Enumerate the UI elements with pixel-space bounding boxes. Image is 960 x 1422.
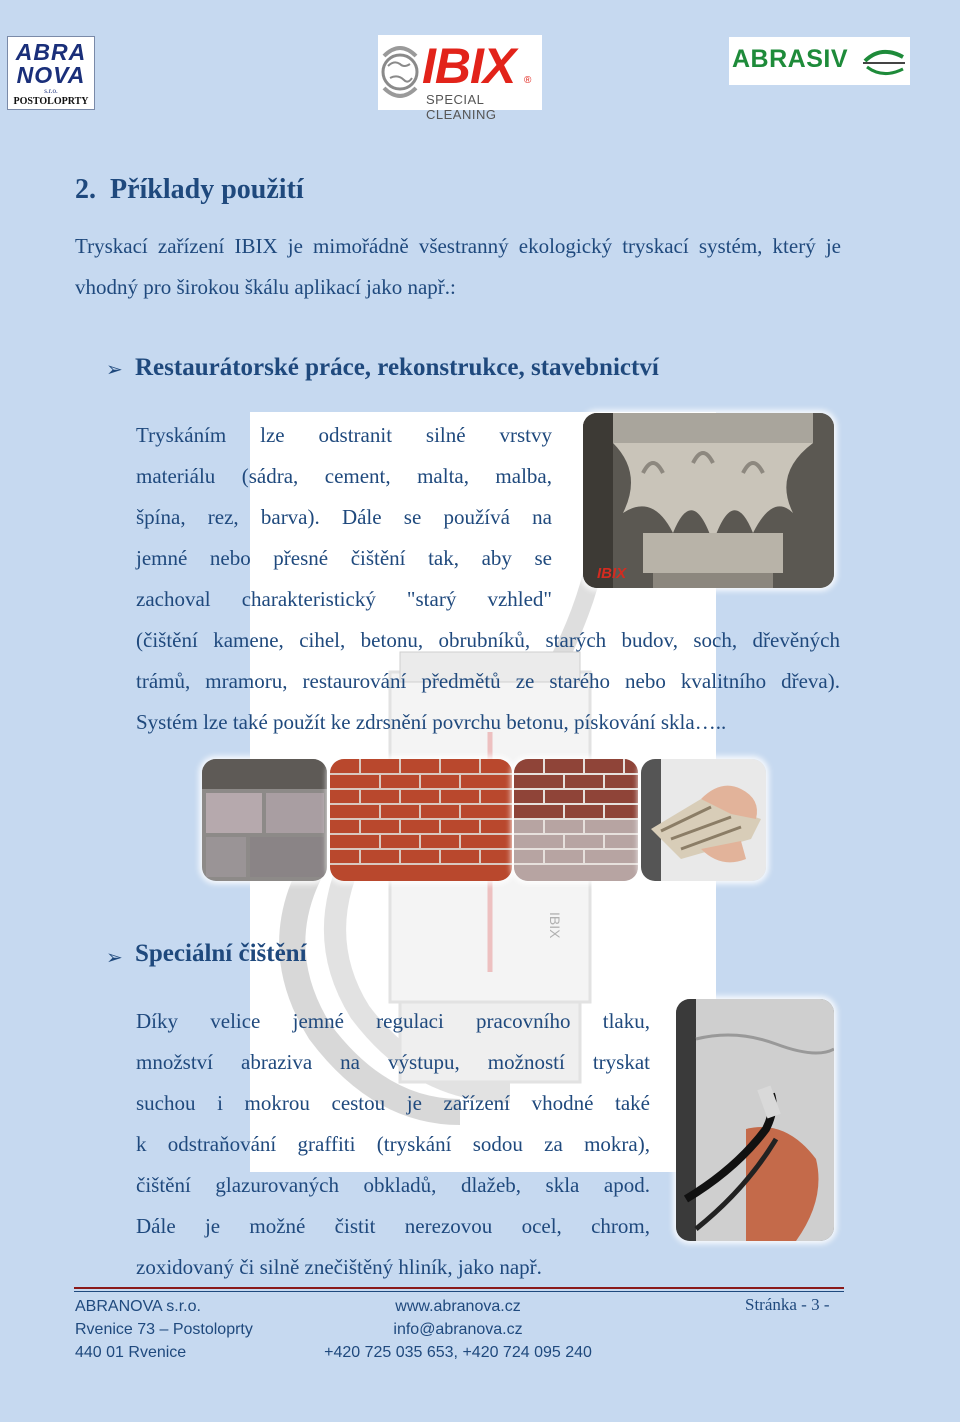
abranova-logo-line2: NOVA [16,62,86,88]
bullet2-line: Dále je možné čistit nerezovou ocel, chrom, [136,1214,650,1238]
footer-phones: +420 725 035 653, +420 724 095 240 [324,1344,592,1361]
abranova-logo-line4: POSTOLOPRTY [13,96,89,107]
stone-wall-photo [202,759,327,881]
footer-address1: Rvenice 73 – Postoloprty [75,1321,253,1338]
footer-page-number: Stránka - 3 - [745,1295,830,1314]
stone-wall-image [202,759,327,881]
column-photo-label: IBIX [597,565,627,582]
section-heading: 2. Příklady použití [75,174,304,205]
red-brick-image [330,759,512,881]
wood-blasting-image [641,759,766,881]
bullet1-line: jemné nebo přesné čištění tak, aby se [136,546,552,570]
bullet1-wide-line: Systém lze také použít ke zdrsnění povrchu betonu, pískování skla….. [136,710,727,734]
cleaned-brick-image [514,759,638,881]
bullet2-line: suchou i mokrou cestou je zařízení vhodné také [136,1091,650,1115]
footer-company-block [75,1295,253,1364]
bullet2-text [136,1001,650,1288]
footer-rule-thin [74,1291,844,1292]
bullet1-title: Restaurátorské práce, rekonstrukce, stavebnictví [135,354,659,381]
intro-paragraph: Tryskací zařízení IBIX je mimořádně všestranný ekologický tryskací systém, který je vhodný pro širokou škálu aplikací jako např.: [75,234,841,299]
abranova-logo-line3: s.r.o. [44,87,58,95]
bullet2-line: Díky velice jemné regulaci pracovního tlaku, [136,1009,650,1033]
bullet1-line: špína, rez, barva). Dále se používá na [136,505,552,529]
bullet2-line: čištění glazurovaných obkladů, dlažeb, skla apod. [136,1173,650,1197]
bullet2-title: Speciální čištění [135,940,307,967]
abrasiv-swoosh-icon [861,43,907,79]
special-cleaning-image [676,999,834,1241]
bullet1-wide-line: (čištění kamene, cihel, betonu, obrubníků, starých budov, soch, dřevěných [136,628,840,652]
abranova-logo [7,36,95,110]
wood-blasting-photo [641,759,766,881]
footer-company: ABRANOVA s.r.o. [75,1298,201,1315]
footer-email-link[interactable]: info@abranova.cz [393,1321,523,1338]
red-brick-photo [330,759,512,881]
bullet2-line: k odstraňování graffiti (tryskání sodou za mokra), [136,1132,650,1156]
bullet1-line: zachoval charakteristický "starý vzhled" [136,587,552,611]
watermark-label: IBIX [547,912,563,939]
ibix-logo-tagline: SPECIAL CLEANING [426,92,497,122]
abrasiv-logo [729,37,910,85]
abrasiv-logo-word: ABRASIV [732,45,849,73]
globe-icon [380,38,420,108]
arrow-bullet-icon: ➢ [106,357,123,381]
column-capital-image [583,413,834,588]
bullet1-line: Tryskáním lze odstranit silné vrstvy [136,423,552,447]
footer-address2: 440 01 Rvenice [75,1344,187,1361]
arrow-bullet-icon: ➢ [106,945,123,969]
cleaned-brick-photo [514,759,638,881]
bullet1-wide-line: trámů, mramoru, restaurování předmětů ze starého nebo kvalitního dřeva). [136,669,840,693]
bullet1-line: materiálu (sádra, cement, malta, malba, [136,464,552,488]
bullet2-line: zoxidovaný či silně znečištěný hliník, jako např. [136,1255,542,1279]
abranova-logo-line1: ABRA [15,39,87,65]
special-cleaning-photo [676,999,834,1241]
bullet1-narrow-text [136,415,552,620]
footer-rule [74,1287,844,1289]
footer-contact-block [318,1295,598,1364]
bullet1-wide-text [136,620,840,743]
registered-mark: ® [524,75,532,86]
footer-web-link[interactable]: www.abranova.cz [395,1298,521,1315]
ibix-logo-word: IBIX [422,38,516,94]
column-capital-photo [583,413,834,588]
bullet2-line: množství abraziva na výstupu, možností tryskat [136,1050,650,1074]
ibix-logo [378,35,542,122]
